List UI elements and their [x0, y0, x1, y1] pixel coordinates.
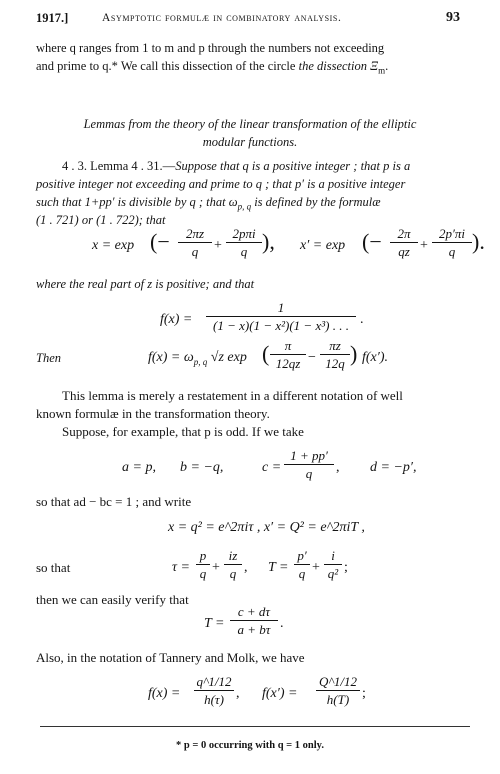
- eq-tau-frac-2-den: q: [229, 566, 237, 581]
- eq-h-bar-1: [194, 690, 234, 691]
- eq-tau-frac-4-num: i: [331, 548, 335, 563]
- eq-x-frac-1-num: 2πz: [185, 226, 205, 241]
- eq-c-den: q: [305, 466, 313, 481]
- eq-x-frac-2-bar: [226, 242, 262, 243]
- eq-tau-comma: ,: [244, 560, 248, 575]
- eq-tau-frac-3: [294, 548, 310, 581]
- eq-x-frac-1-bar: [178, 242, 212, 243]
- eq-c-bar: [284, 464, 334, 465]
- eq-x2-paren-open: (−: [362, 229, 382, 254]
- eq-tau-frac-3-num: p′: [297, 548, 307, 563]
- intro-line-1: where q ranges from 1 to m and p through the numbers not exceeding: [36, 41, 385, 55]
- eq-x-paren-close: ),: [262, 229, 275, 254]
- eq-h-semicolon: ;: [362, 686, 366, 701]
- eq-h-frac-2: [316, 674, 360, 707]
- eq-T-num: c + dτ: [237, 604, 271, 619]
- then-minus: −: [308, 350, 316, 365]
- eq-tau-frac-4-bar: [324, 564, 342, 565]
- eq-tau-frac-1-bar: [196, 564, 210, 565]
- so-that-1: so that ad − bc = 1 ; and write: [36, 494, 192, 509]
- eq-f-num: 1: [277, 300, 285, 315]
- eq-x2-frac-3-bar: [390, 242, 418, 243]
- then-eq-omega-sub: p, q: [193, 356, 208, 367]
- lemma-line-2: positive integer not exceeding and prime to q ; that p′ is a positive integer: [36, 177, 406, 191]
- then-frac-2-den: 12q: [325, 356, 345, 371]
- then-eq-lhs: [148, 350, 247, 370]
- then-verify: then we can easily verify that: [36, 592, 189, 607]
- eq-x2-frac-4: [432, 226, 472, 259]
- eq-x-frac-2: [226, 226, 262, 259]
- eq-tau-frac-1-den: q: [199, 566, 207, 581]
- eq-T-lhs: T =: [204, 616, 225, 631]
- then-frac-2-num: πz: [329, 338, 341, 353]
- eq-h-den-2: h(T): [326, 692, 350, 707]
- eq-x-paren-open: (−: [150, 229, 170, 254]
- intro-line-2-text: and prime to q.* We call this dissection of the circle: [36, 59, 299, 73]
- eq-tau-label: so that: [36, 560, 71, 575]
- eq-tau-frac-2-num: iz: [228, 548, 238, 563]
- eq-x2-paren-close: ).: [472, 229, 485, 254]
- then-rhs: f(x′).: [362, 350, 388, 365]
- then-frac-1-num: π: [284, 338, 292, 353]
- then-eq-f: f(x) = ω: [148, 350, 194, 365]
- eq-d: d = −p′,: [370, 460, 417, 475]
- lemma-line-3-end: is defined by the formulæ: [251, 195, 381, 209]
- section-heading-line-2: modular functions.: [202, 135, 298, 149]
- then-frac-1: [270, 338, 306, 371]
- eq-h-num-2: Q^1/12: [319, 674, 357, 689]
- eq-x2-lhs: x′ = exp: [300, 238, 346, 253]
- eq-x-frac-1-den: q: [191, 244, 199, 259]
- eq-f-den: (1 − x)(1 − x²)(1 − x³) . . .: [213, 318, 349, 333]
- eq-T-frac: [230, 604, 278, 637]
- eq-tau-frac-4-den: q²: [327, 566, 339, 581]
- then-frac-2: [320, 338, 350, 371]
- section-heading-line-1: Lemmas from the theory of the linear transformation of the elliptic: [83, 117, 417, 131]
- lemma-line-1: [62, 158, 410, 174]
- eq-tau-semicolon: ;: [344, 560, 348, 575]
- footnote-rule: [40, 726, 470, 727]
- eq-c-lhs: c =: [262, 460, 282, 475]
- eq-a: a = p,: [122, 460, 156, 475]
- eq-x-frac-2-den: q: [240, 244, 248, 259]
- eq-h-den-1: h(τ): [204, 692, 224, 707]
- eq-c-frac: [284, 448, 334, 481]
- eq-tau-frac-2: [224, 548, 242, 581]
- lemma-line-4: (1 . 721) or (1 . 722); that: [36, 213, 166, 227]
- eq-x-lhs: x = exp: [92, 238, 135, 253]
- eq-f-lhs: f(x) =: [160, 312, 193, 327]
- eq-T-lhs-2: T =: [268, 560, 289, 575]
- eq-xq: x = q² = e^2πiτ , x′ = Q² = e^2πiT ,: [168, 520, 365, 535]
- eq-x2-frac-3-den: qz: [398, 244, 410, 259]
- then-label: Then: [36, 351, 61, 365]
- eq-x-frac-2-num: 2pπi: [232, 226, 256, 241]
- intro-period: .: [385, 59, 389, 73]
- eq-tau-plus-1: +: [212, 560, 220, 575]
- then-eq-sqrt-exp: √z exp: [207, 350, 247, 365]
- eq-x2-plus: +: [420, 238, 428, 253]
- eq-T-period: .: [280, 616, 284, 631]
- eq-tau-frac-4: [324, 548, 342, 581]
- body-p1-line-1: This lemma is merely a restatement in a different notation of well: [62, 388, 403, 403]
- eq-h-lhs-1: f(x) =: [148, 686, 181, 701]
- eq-x2-frac-3-num: 2π: [397, 226, 411, 241]
- body-p1-line-2: known formulæ in the transformation theory.: [36, 406, 270, 421]
- then-frac-2-bar: [320, 354, 350, 355]
- intro-line-2: [36, 58, 388, 79]
- eq-tau-lhs: τ =: [172, 560, 190, 575]
- eq-tau-plus-2: +: [312, 560, 320, 575]
- eq-x-frac-1: [178, 226, 212, 259]
- eq-x2-frac-4-den: q: [448, 244, 456, 259]
- lemma-omega-sub: p, q: [237, 201, 252, 212]
- eq-tau-frac-3-den: q: [298, 566, 306, 581]
- eq-f-frac: [206, 300, 356, 333]
- eq-h-num-1: q^1/12: [196, 674, 232, 689]
- where-real-part: where the real part of z is positive; and that: [36, 277, 255, 291]
- eq-x2-frac-4-bar: [432, 242, 472, 243]
- eq-h-bar-2: [316, 690, 360, 691]
- lemma-line-3-text: such that 1+pp′ is divisible by q ; that ω: [36, 195, 238, 209]
- eq-x2-frac-4-num: 2p′πi: [439, 226, 465, 241]
- eq-tau-frac-3-bar: [294, 564, 310, 565]
- eq-c-num: 1 + pp′: [290, 448, 328, 463]
- intro-sub-m: m: [378, 65, 386, 76]
- eq-x-plus-1: +: [214, 238, 222, 253]
- then-frac-1-bar: [270, 354, 306, 355]
- eq-h-comma: ,: [236, 686, 240, 701]
- eq-x2-frac-3: [390, 226, 418, 259]
- then-paren-close: ): [350, 341, 358, 366]
- footnote: * p = 0 occurring with q = 1 only.: [176, 740, 324, 751]
- header-year: 1917.]: [36, 11, 69, 25]
- eq-h-lhs-2: f(x′) =: [262, 686, 298, 701]
- eq-T-bar: [230, 620, 278, 621]
- intro-dissection: the dissection Ξ: [298, 59, 379, 73]
- eq-b: b = −q,: [180, 460, 224, 475]
- eq-f-period: .: [360, 312, 364, 327]
- eq-T-den: a + bτ: [237, 622, 271, 637]
- header-title: Asymptotic formulæ in combinatory analysis.: [102, 12, 342, 24]
- page-number: 93: [446, 10, 460, 25]
- lemma-number: 4 . 3. Lemma 4 . 31.—: [62, 159, 176, 173]
- then-frac-1-den: 12qz: [275, 356, 301, 371]
- eq-f-bar: [206, 316, 356, 317]
- then-paren-open: (: [262, 341, 270, 366]
- eq-tau-frac-1: [196, 548, 210, 581]
- eq-tau-frac-1-num: p: [199, 548, 207, 563]
- lemma-text-1: Suppose that q is a positive integer ; that p is a: [175, 159, 411, 173]
- eq-tau-frac-2-bar: [224, 564, 242, 565]
- eq-c-comma: ,: [336, 460, 340, 475]
- body-p2-line-1: Suppose, for example, that p is odd. If we take: [62, 424, 304, 439]
- also-line: Also, in the notation of Tannery and Molk, we have: [36, 650, 305, 665]
- eq-h-frac-1: [194, 674, 234, 707]
